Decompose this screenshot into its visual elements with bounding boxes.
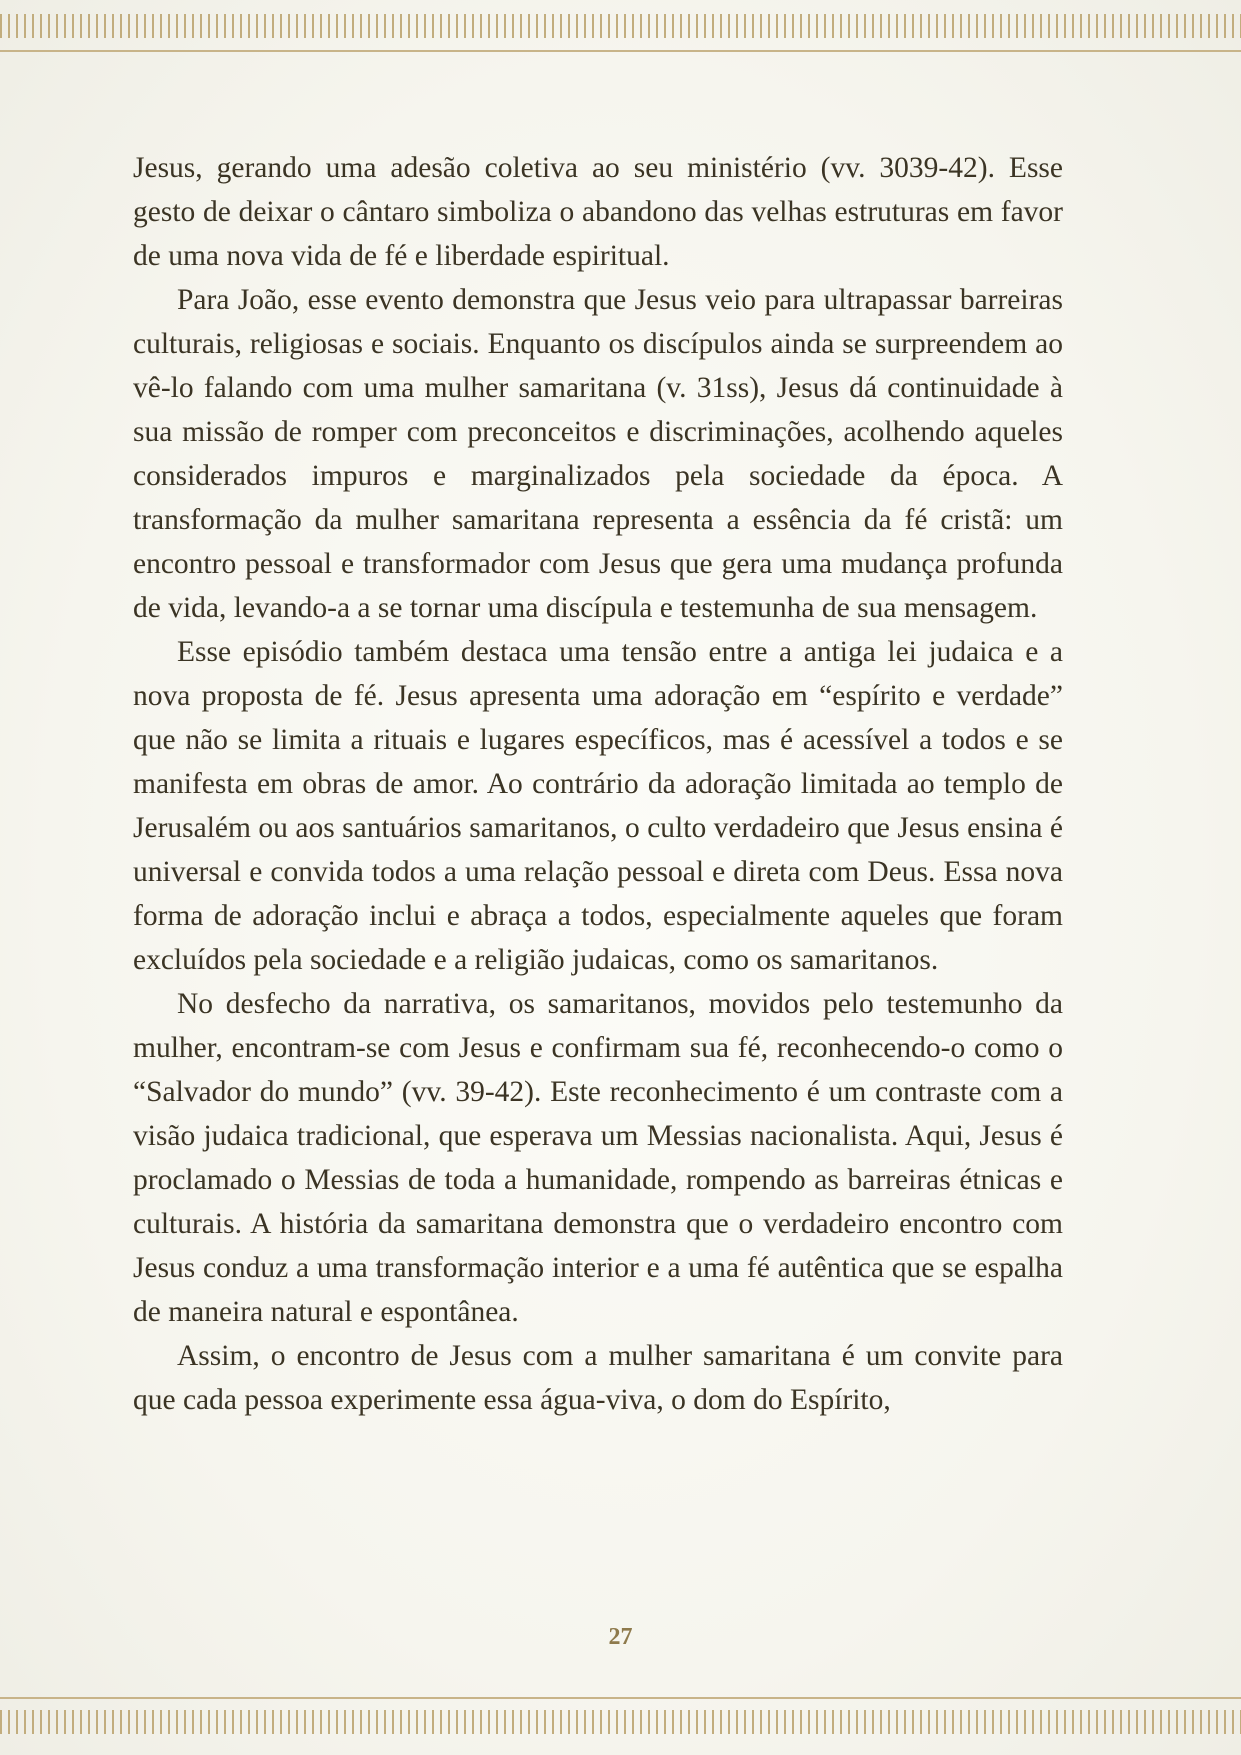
paragraph-4: No desfecho da narrativa, os samaritanos, movidos pelo testemunho da mulher, encontram-se com Jesus e confirmam sua fé, reconhecendo-o como o “Salvador do mundo” (vv. 39-42). Este reconhecimento é um contraste com a visão judaica tradicional, que esperava um Messias nacionalista. Aqui, Jesus é proclamado o Messias de toda a humanidade, rompendo as barreiras étnicas e culturais. A história da samaritana demonstra que o verdadeiro encontro com Jesus conduz a uma transformação interior e a uma fé autêntica que se espalha de maneira natural e espontânea. — [133, 988, 1063, 1328]
page-number: 27 — [608, 1624, 633, 1650]
paragraph-3: Esse episódio também destaca uma tensão entre a antiga lei judaica e a nova proposta de fé. Jesus apresenta uma adoração em “espírito e verdade” que não se limita a rituais e lugares específicos, mas é acessível a todos e se manifesta em obras de amor. Ao contrário da adoração limitada ao templo de Jerusalém ou aos santuários samaritanos, o culto verdadeiro que Jesus ensina é universal e convida todos a uma relação pessoal e direta com Deus. Essa nova forma de adoração inclui e abraça a todos, especialmente aqueles que foram excluídos pela sociedade e a religião judaicas, como os samaritanos. — [133, 636, 1063, 976]
paragraph-2: Para João, esse evento demonstra que Jesus veio para ultrapassar barreiras culturais, religiosas e sociais. Enquanto os discípulos ainda se surpreendem ao vê-lo falando com uma mulher samaritana (v. 31ss), Jesus dá continuidade à sua missão de romper com preconceitos e discriminações, acolhendo aqueles considerados impuros e marginalizados pela sociedade da época. A transformação da mulher samaritana representa a essência da fé cristã: um encontro pessoal e transformador com Jesus que gera uma mudança profunda de vida, levando-a a se tornar uma discípula e testemunha de sua mensagem. — [133, 284, 1063, 624]
bottom-decorative-border — [0, 1710, 1241, 1734]
top-decorative-border — [0, 14, 1241, 38]
bottom-border-line — [0, 1697, 1241, 1699]
page-body — [133, 146, 1063, 1422]
paragraph-5: Assim, o encontro de Jesus com a mulher samaritana é um convite para que cada pessoa experimente essa água-viva, o dom do Espírito, — [133, 1340, 1063, 1416]
top-border-line — [0, 50, 1241, 52]
paragraph-1: Jesus, gerando uma adesão coletiva ao seu ministério (vv. 3039-42). Esse gesto de deixar o cântaro simboliza o abandono das velhas estruturas em favor de uma nova vida de fé e liberdade espiritual. — [133, 152, 1063, 272]
